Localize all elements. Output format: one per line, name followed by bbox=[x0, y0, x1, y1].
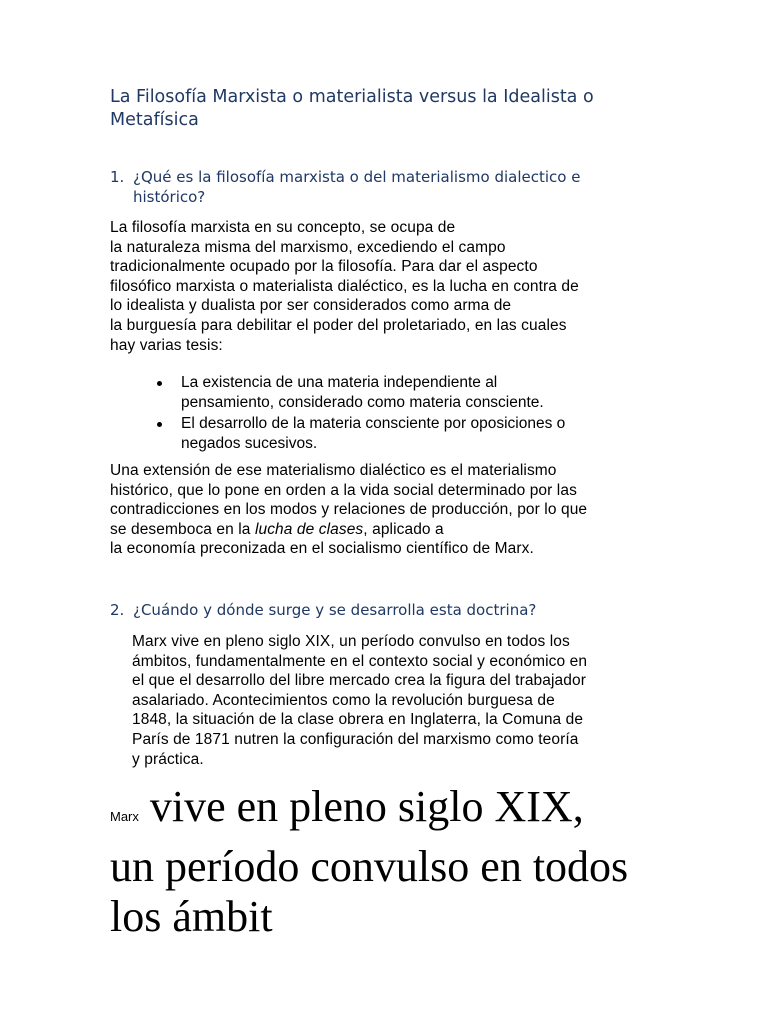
bullet-icon bbox=[157, 422, 162, 427]
paragraph-line: lo idealista y dualista por ser considerados como arma de bbox=[110, 297, 512, 315]
question-2-number: 2. bbox=[110, 601, 125, 619]
title-line: La Filosofía Marxista o materialista versus la Idealista o bbox=[110, 87, 594, 107]
title-line: Metafísica bbox=[110, 110, 199, 130]
list-item-line: El desarrollo de la materia consciente por oposiciones o bbox=[181, 415, 566, 432]
paragraph-line: y práctica. bbox=[132, 750, 204, 768]
small-word: Marx bbox=[110, 809, 139, 824]
question-2-paragraph bbox=[132, 632, 587, 769]
paragraph-line: París de 1871 nutren la configuración del marxismo como teoría bbox=[132, 730, 579, 748]
paragraph-line: ámbitos, fundamentalmente en el contexto social y económico en bbox=[132, 652, 588, 670]
question-1-text bbox=[133, 167, 670, 207]
paragraph-line: la economía preconizada en el socialismo científico de Marx. bbox=[110, 540, 534, 558]
paragraph-line bbox=[110, 520, 587, 540]
large-text: vive en pleno siglo XIX, bbox=[138, 782, 584, 831]
question-1-number: 1. bbox=[110, 168, 125, 186]
list-item bbox=[155, 373, 675, 413]
paragraph-line: hay varias tesis: bbox=[110, 336, 223, 354]
question-1-paragraph-1 bbox=[110, 218, 579, 355]
paragraph-line: la burguesía para debilitar el poder del proletariado, en las cuales bbox=[110, 316, 567, 334]
question-1-paragraph-2 bbox=[110, 461, 587, 559]
paragraph-line: contradicciones en los modos y relaciones de producción, por lo que bbox=[110, 501, 588, 519]
paragraph-line: La filosofía marxista en su concepto, se ocupa de bbox=[110, 219, 456, 236]
paragraph-line: el que el desarrollo del libre mercado crea la figura del trabajador bbox=[132, 672, 586, 690]
document-title bbox=[110, 86, 670, 132]
paragraph-line: Marx vive en pleno siglo XIX, un período convulso en todos los bbox=[132, 633, 570, 650]
large-text-line bbox=[110, 782, 710, 842]
question-2-heading bbox=[110, 600, 670, 620]
list-item-line: pensamiento, considerado como materia consciente. bbox=[181, 394, 544, 411]
paragraph-line: asalariado. Acontecimientos como la revolución burguesa de bbox=[132, 691, 555, 709]
paragraph-text: , aplicado a bbox=[363, 520, 444, 538]
paragraph-line: histórico, que lo pone en orden a la vida social determinado por las bbox=[110, 481, 577, 499]
large-text-line: los ámbit bbox=[110, 892, 273, 941]
thesis-list bbox=[155, 373, 675, 455]
paragraph-line: Una extensión de ese materialismo dialéctico es el materialismo bbox=[110, 462, 557, 479]
list-item bbox=[155, 414, 675, 454]
paragraph-line: la naturaleza misma del marxismo, excediendo el campo bbox=[110, 238, 506, 256]
large-text-line: un período convulso en todos bbox=[110, 842, 629, 891]
paragraph-line: tradicionalmente ocupado por la filosofía. Para dar el aspecto bbox=[110, 258, 538, 276]
large-text-excerpt bbox=[110, 782, 710, 942]
paragraph-line: 1848, la situación de la clase obrera en Inglaterra, la Comuna de bbox=[132, 711, 584, 729]
paragraph-text: se desemboca en la bbox=[110, 520, 255, 538]
list-item-line: La existencia de una materia independiente al bbox=[181, 374, 498, 391]
bullet-icon bbox=[157, 381, 162, 386]
paragraph-line: filosófico marxista o materialista dialéctico, es la lucha en contra de bbox=[110, 277, 579, 295]
emphasized-term: lucha de clases bbox=[254, 520, 364, 538]
heading-line: histórico? bbox=[133, 188, 206, 206]
heading-line: ¿Qué es la filosofía marxista o del materialismo dialectico e bbox=[133, 168, 581, 186]
question-1-heading bbox=[110, 167, 670, 207]
question-2-text: ¿Cuándo y dónde surge y se desarrolla esta doctrina? bbox=[133, 601, 537, 619]
list-item-line: negados sucesivos. bbox=[181, 435, 318, 452]
